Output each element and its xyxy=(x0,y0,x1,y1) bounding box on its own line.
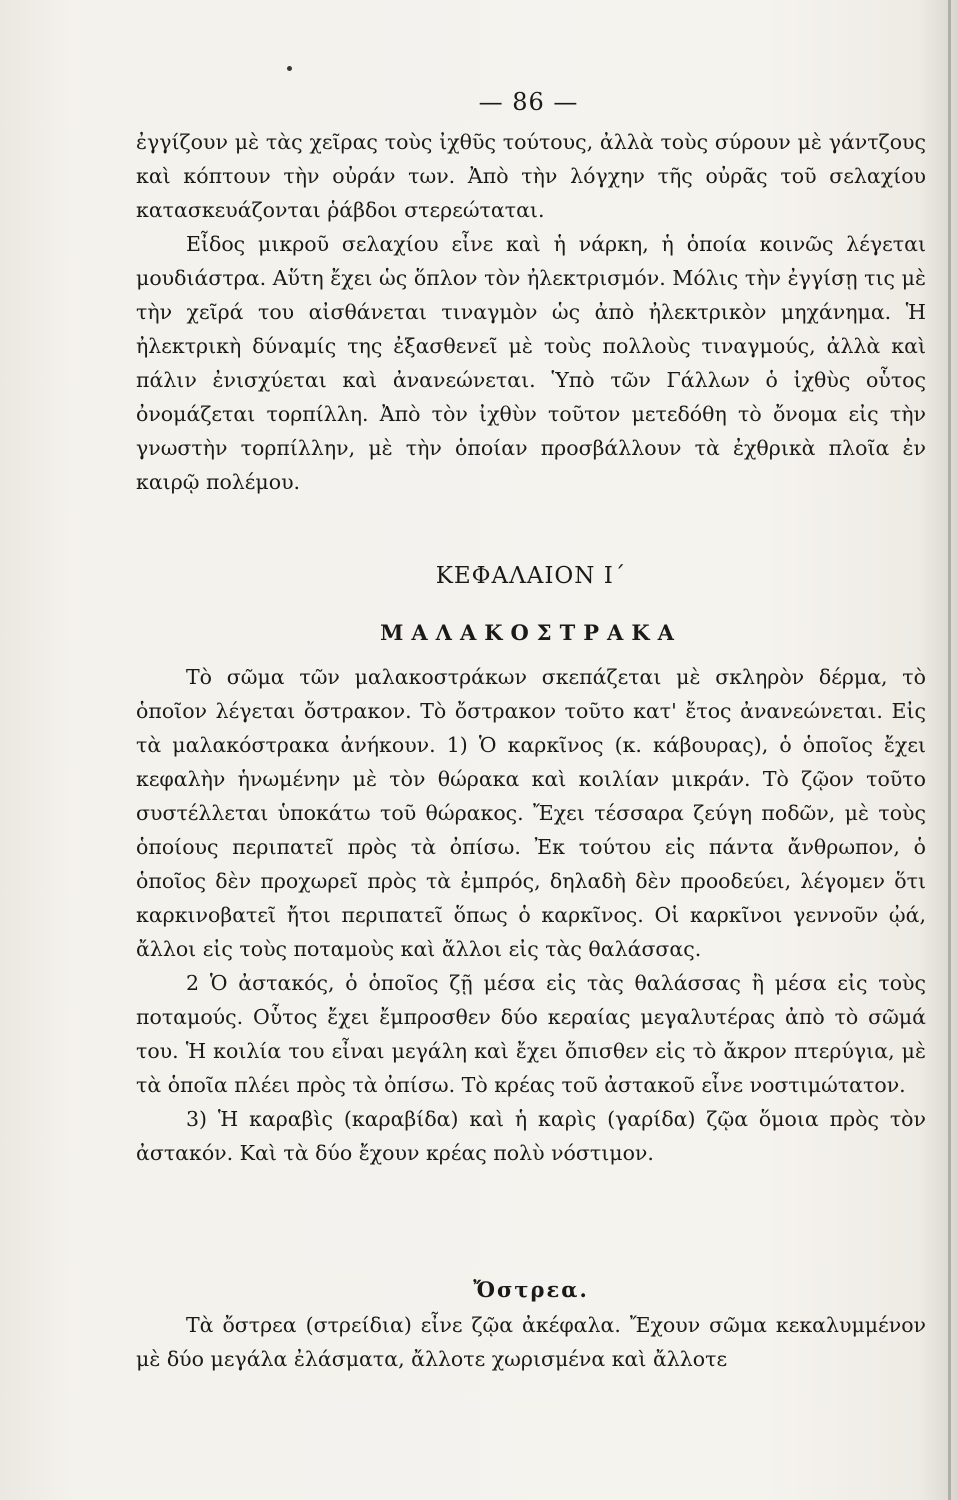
paragraph: ἐγγίζουν μὲ τὰς χεῖρας τοὺς ἰχθῦς τούτους, ἀλλὰ τοὺς σύρουν μὲ γάντζους καὶ κόπτουν τὴν οὐράν των. Ἀπὸ τὴν λόγχην τῆς οὐρᾶς τοῦ σελαχίου κατασκευάζονται ῥάβδοι στερεώταται. xyxy=(136,130,926,222)
text-block-middle xyxy=(136,660,926,1170)
text-block-bottom xyxy=(136,1308,926,1376)
paragraph: Τὰ ὄστρεα (στρείδια) εἶνε ζῷα ἀκέφαλα. Ἔχουν σῶμα κεκαλυμμένον μὲ δύο μεγάλα ἐλάσματα, ἄλλοτε χωρισμένα καὶ ἄλλοτε xyxy=(136,1313,926,1371)
paragraph: 3) Ἡ καραβὶς (καραβίδα) καὶ ἡ καρὶς (γαρίδα) ζῷα ὅμοια πρὸς τὸν ἀστακόν. Καὶ τὰ δύο ἔχουν κρέας πολὺ νόστιμον. xyxy=(136,1107,926,1165)
page-edge-shadow xyxy=(948,0,951,1500)
chapter-title: ΜΑΛΑΚΟΣΤΡΑΚΑ xyxy=(380,620,682,645)
text-block-top xyxy=(136,125,926,499)
chapter-heading: ΚΕΦΑΛΑΙΟΝ Ι΄ xyxy=(435,563,627,589)
section-subheading: Ὄστρεα. xyxy=(473,1277,589,1302)
ink-dot xyxy=(287,66,292,71)
paragraph: Εἶδος μικροῦ σελαχίου εἶνε καὶ ἡ νάρκη, ἡ ὁποία κοινῶς λέγεται μουδιάστρα. Αὕτη ἔχει ὡς ὅπλον τὸν ἠλεκτρισμόν. Μόλις τὴν ἐγγίσῃ τις μὲ τὴν χεῖρά του αἰσθάνεται τιναγμὸν ὡς ἀπὸ ἠλεκτρικὸν μηχάνημα. Ἡ ἠλεκτρικὴ δύναμίς της ἐξασθενεῖ μὲ τοὺς πολλοὺς τιναγμούς, ἀλλὰ καὶ πάλιν ἐνισχύεται καὶ ἀνανεώνεται. Ὑπὸ τῶν Γάλλων ὁ ἰχθὺς οὗτος ὀνομάζεται τορπίλλη. Ἀπὸ τὸν ἰχθὺν τοῦτον μετεδόθη τὸ ὄνομα εἰς τὴν γνωστὴν τορπίλλην, μὲ τὴν ὁποίαν προσβάλλουν τὰ ἐχθρικὰ πλοῖα ἐν καιρῷ πολέμου. xyxy=(136,232,926,494)
page-number: — 86 — xyxy=(478,88,579,116)
paragraph: 2 Ὁ ἀστακός, ὁ ὁποῖος ζῇ μέσα εἰς τὰς θαλάσσας ἢ μέσα εἰς τοὺς ποταμούς. Οὗτος ἔχει ἔμπροσθεν δύο κεραίας μεγαλυτέρας ἀπὸ τὸ σῶμά του. Ἡ κοιλία του εἶναι μεγάλη καὶ ἔχει ὄπισθεν εἰς τὸ ἄκρον πτερύγια, μὲ τὰ ὁποῖα πλέει πρὸς τὰ ὀπίσω. Τὸ κρέας τοῦ ἀστακοῦ εἶνε νοστιμώτατον. xyxy=(136,971,926,1097)
paragraph: Τὸ σῶμα τῶν μαλακοστράκων σκεπάζεται μὲ σκληρὸν δέρμα, τὸ ὁποῖον λέγεται ὄστρακον. Τὸ ὄστρακον τοῦτο κατ' ἔτος ἀνανεώνεται. Εἰς τὰ μαλακόστρακα ἀνήκουν. 1) Ὁ καρκῖνος (κ. κάβουρας), ὁ ὁποῖος ἔχει κεφαλὴν ἡνωμένην μὲ τὸν θώρακα καὶ κοιλίαν μικράν. Τὸ ζῷον τοῦτο συστέλλεται ὑποκάτω τοῦ θώρακος. Ἔχει τέσσαρα ζεύγη ποδῶν, μὲ τοὺς ὁποίους περιπατεῖ πρὸς τὰ ὀπίσω. Ἐκ τούτου εἰς πάντα ἄνθρωπον, ὁ ὁποῖος δὲν προχωρεῖ πρὸς τὰ ἐμπρός, δηλαδὴ δὲν προοδεύει, λέγομεν ὅτι καρκινοβατεῖ ἤτοι περιπατεῖ ὅπως ὁ καρκῖνος. Οἱ καρκῖνοι γεννοῦν ᾠά, ἄλλοι εἰς τοὺς ποταμοὺς καὶ ἄλλοι εἰς τὰς θαλάσσας. xyxy=(136,665,926,961)
